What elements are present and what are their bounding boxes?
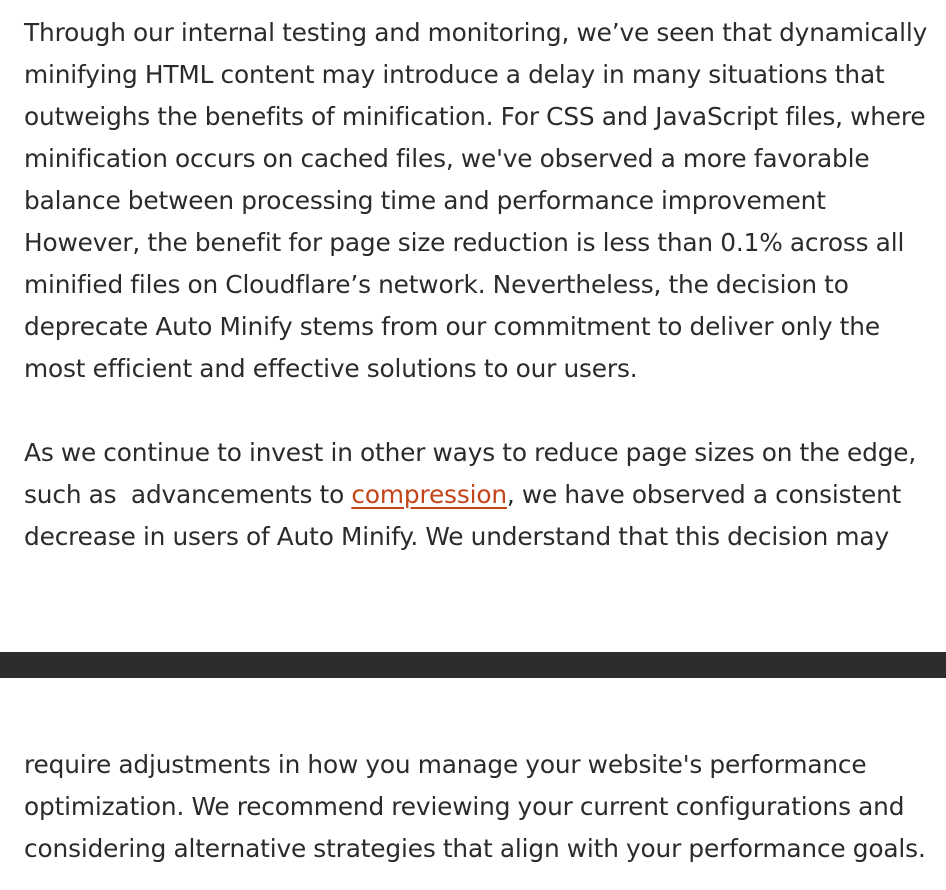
compression-link[interactable]: compression xyxy=(351,480,507,509)
text-line: minification occurs on cached files, we've observed a more favorable xyxy=(24,144,870,173)
text-line-with-link xyxy=(24,474,936,516)
text-line: balance between processing time and performance improvement xyxy=(24,186,826,215)
text-line: As we continue to invest in other ways to reduce page sizes on the edge, xyxy=(24,438,917,467)
text-line: minified files on Cloudflare’s network. Nevertheless, the decision to xyxy=(24,270,849,299)
text-line: most efficient and effective solutions to our users. xyxy=(24,354,638,383)
text-line: optimization. We recommend reviewing your current configurations and xyxy=(24,792,905,821)
text-line: require adjustments in how you manage your website's performance xyxy=(24,750,867,779)
dark-divider-bar xyxy=(0,652,946,678)
text-line: Through our internal testing and monitoring, we’ve seen that dynamically xyxy=(24,18,928,47)
paragraph-compression-investment xyxy=(24,432,936,558)
text-line: minifying HTML content may introduce a delay in many situations that xyxy=(24,60,885,89)
text-line: decrease in users of Auto Minify. We understand that this decision may xyxy=(24,522,889,551)
text-line: deprecate Auto Minify stems from our commitment to deliver only the xyxy=(24,312,880,341)
text-segment: , we have observed a consistent xyxy=(506,480,902,509)
paragraph-adjustments-recommendation xyxy=(24,744,936,870)
paragraph-minification-testing xyxy=(24,12,936,390)
text-segment: such as advancements to xyxy=(24,480,352,509)
text-line: However, the benefit for page size reduction is less than 0.1% across all xyxy=(24,228,905,257)
text-line: outweighs the benefits of minification. For CSS and JavaScript files, where xyxy=(24,102,926,131)
text-line: considering alternative strategies that align with your performance goals. xyxy=(24,834,926,863)
